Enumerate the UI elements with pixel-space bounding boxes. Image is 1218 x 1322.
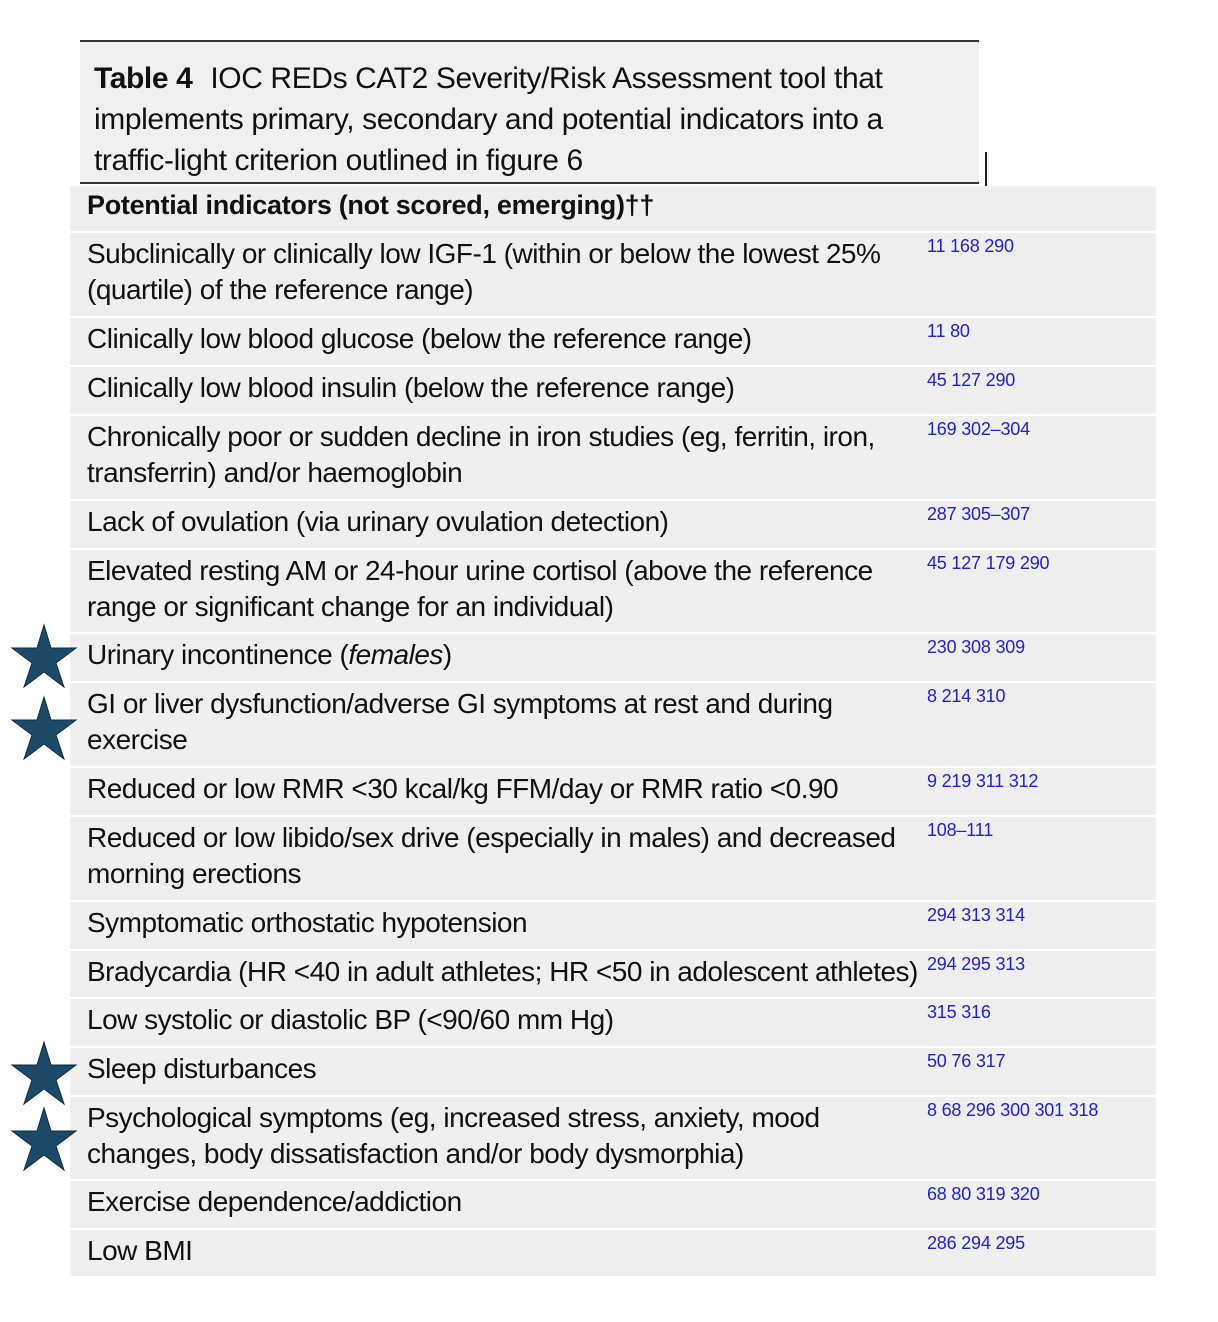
reference-link[interactable]: 11 168 290 <box>927 236 1014 256</box>
table-number: Table 4 <box>94 62 193 95</box>
indicator-text: Low systolic or diastolic BP (<90/60 mm Hg) <box>87 1004 614 1035</box>
table-row <box>70 231 1156 316</box>
table-caption <box>80 40 979 184</box>
indicator-text-end: ) <box>442 639 452 670</box>
table-row <box>70 766 1156 815</box>
indicator-text: Reduced or low RMR <30 kcal/kg FFM/day or RMR ratio <0.90 <box>87 773 839 804</box>
reference-link[interactable]: 8 68 296 300 301 318 <box>927 1100 1099 1120</box>
star-icon <box>10 1106 78 1172</box>
indicator-text: Chronically poor or sudden decline in iron studies (eg, ferritin, iron, transferrin) and/or haemoglobin <box>87 421 875 488</box>
table-row <box>70 1046 1156 1095</box>
reference-link[interactable]: 169 302–304 <box>927 419 1030 439</box>
indicator-text: Bradycardia (HR <40 in adult athletes; HR <50 in adolescent athletes) <box>87 956 918 987</box>
reference-link[interactable]: 45 127 290 <box>927 370 1016 390</box>
reference-link[interactable]: 8 214 310 <box>927 686 1006 706</box>
table-row <box>70 949 1156 997</box>
indicator-text: GI or liver dysfunction/adverse GI symptoms at rest and during exercise <box>87 688 833 755</box>
indicator-text: Symptomatic orthostatic hypotension <box>87 907 528 938</box>
indicator-text: Low BMI <box>87 1235 193 1266</box>
reference-link[interactable]: 45 127 179 290 <box>927 553 1050 573</box>
table-row <box>70 1228 1156 1276</box>
section-header: Potential indicators (not scored, emerging)†† <box>87 190 655 220</box>
reference-link[interactable]: 50 76 317 <box>927 1051 1006 1071</box>
reference-link[interactable]: 294 313 314 <box>927 905 1025 925</box>
reference-link[interactable]: 315 316 <box>927 1002 991 1022</box>
indicator-text-italic: females <box>348 639 443 670</box>
table-row <box>70 900 1156 949</box>
star-icon <box>10 623 78 689</box>
table-row <box>70 815 1156 900</box>
table-row <box>70 365 1156 414</box>
indicator-text: Subclinically or clinically low IGF-1 (within or below the lowest 25% (quartile) of the reference range) <box>87 238 881 305</box>
table-row <box>70 997 1156 1046</box>
indicators-table <box>70 186 1156 1276</box>
caption-text <box>94 58 964 181</box>
indicator-text: Exercise dependence/addiction <box>87 1186 462 1217</box>
table-row <box>70 499 1156 548</box>
reference-link[interactable]: 9 219 311 312 <box>927 771 1039 791</box>
table-row <box>70 548 1156 632</box>
reference-link[interactable]: 11 80 <box>927 321 970 341</box>
table-row <box>70 414 1156 499</box>
table-row <box>70 681 1156 766</box>
reference-link[interactable]: 287 305–307 <box>927 504 1030 524</box>
table-row <box>70 1179 1156 1228</box>
reference-link[interactable]: 286 294 295 <box>927 1233 1025 1253</box>
star-icon <box>10 1040 78 1106</box>
reference-link[interactable]: 294 295 313 <box>927 954 1025 974</box>
indicator-text: Elevated resting AM or 24-hour urine cortisol (above the reference range or significant change for an individual) <box>87 555 873 622</box>
table-row <box>70 316 1156 365</box>
indicator-text <box>87 637 927 673</box>
star-icon <box>10 695 78 761</box>
table-row <box>70 632 1156 681</box>
indicator-text: Reduced or low libido/sex drive (especially in males) and decreased morning erections <box>87 822 896 889</box>
reference-link[interactable]: 108–111 <box>927 820 994 840</box>
indicator-text: Clinically low blood glucose (below the reference range) <box>87 323 752 354</box>
indicator-text: Sleep disturbances <box>87 1053 317 1084</box>
reference-link[interactable]: 68 80 319 320 <box>927 1184 1040 1204</box>
indicator-text: Lack of ovulation (via urinary ovulation detection) <box>87 506 669 537</box>
indicator-text-start: Urinary incontinence ( <box>87 639 349 670</box>
indicator-text: Psychological symptoms (eg, increased stress, anxiety, mood changes, body dissatisfaction and/or body dysmorphia) <box>87 1102 820 1169</box>
caption-divider <box>985 152 987 187</box>
table-row <box>70 1095 1156 1179</box>
reference-link[interactable]: 230 308 309 <box>927 637 1025 657</box>
caption-body: IOC REDs CAT2 Severity/Risk Assessment tool that implements primary, secondary and potential indicators into a traffic-light criterion outlined in figure 6 <box>94 62 883 177</box>
indicator-text: Clinically low blood insulin (below the reference range) <box>87 372 735 403</box>
